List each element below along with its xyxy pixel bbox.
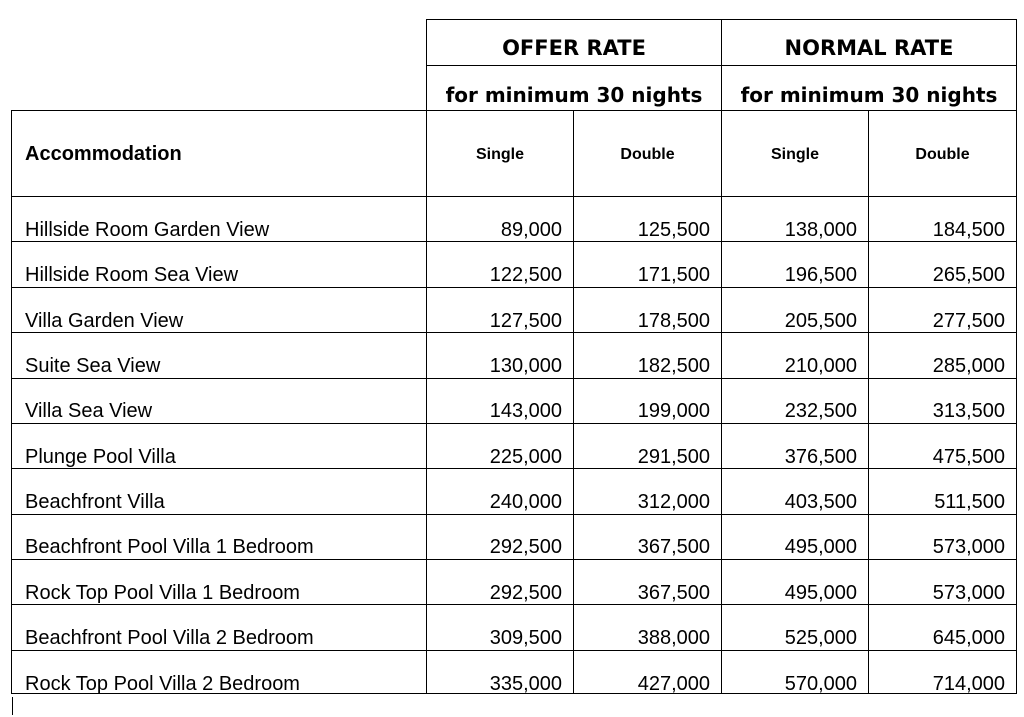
rate-normal-single: 196,500 — [784, 264, 857, 286]
rate-normal-double: 645,000 — [932, 627, 1005, 649]
accommodation-name: Rock Top Pool Villa 1 Bedroom — [25, 582, 300, 604]
rate-offer-single: 89,000 — [500, 219, 562, 241]
rate-normal-double: 265,500 — [932, 264, 1005, 286]
rate-normal-double: 277,500 — [932, 310, 1005, 332]
rate-offer-single: 127,500 — [489, 310, 562, 332]
rate-offer-double: 125,500 — [637, 219, 710, 241]
rate-normal-double: 313,500 — [932, 400, 1005, 422]
accommodation-name: Plunge Pool Villa — [25, 446, 176, 468]
grid-line-right — [1016, 19, 1017, 694]
rate-normal-single: 376,500 — [784, 446, 857, 468]
rate-offer-single: 292,500 — [489, 582, 562, 604]
rate-normal-double: 714,000 — [932, 673, 1005, 695]
accommodation-name: Villa Garden View — [25, 310, 184, 332]
offer-rate-title: OFFER RATE — [502, 36, 646, 60]
rate-offer-double: 178,500 — [637, 310, 710, 332]
grid-line-row — [11, 650, 1017, 651]
normal-rate-title: NORMAL RATE — [784, 36, 954, 60]
rate-normal-single: 210,000 — [784, 355, 857, 377]
rate-offer-single: 292,500 — [489, 536, 562, 558]
accommodation-name: Beachfront Pool Villa 1 Bedroom — [25, 536, 314, 558]
rate-normal-double: 184,500 — [932, 219, 1005, 241]
rate-offer-double: 182,500 — [637, 355, 710, 377]
offer-rate-subtitle: for minimum 30 nights — [445, 83, 703, 107]
rate-offer-double: 199,000 — [637, 400, 710, 422]
accommodation-name: Suite Sea View — [25, 355, 161, 377]
normal-rate-subtitle: for minimum 30 nights — [740, 83, 998, 107]
column-header-offer-double: Double — [620, 146, 675, 163]
rate-offer-double: 171,500 — [637, 264, 710, 286]
accommodation-name: Beachfront Villa — [25, 491, 165, 513]
text-cursor — [12, 697, 13, 715]
grid-line-row — [11, 559, 1017, 560]
rate-offer-single: 130,000 — [489, 355, 562, 377]
rate-offer-double: 427,000 — [637, 673, 710, 695]
rate-offer-single: 225,000 — [489, 446, 562, 468]
rate-offer-single: 309,500 — [489, 627, 562, 649]
grid-line-row — [11, 378, 1017, 379]
rate-normal-double: 475,500 — [932, 446, 1005, 468]
rate-offer-double: 291,500 — [637, 446, 710, 468]
column-header-accommodation: Accommodation — [25, 143, 182, 165]
column-header-normal-single: Single — [770, 146, 819, 163]
rate-normal-double: 285,000 — [932, 355, 1005, 377]
rate-normal-single: 232,500 — [784, 400, 857, 422]
rate-offer-single: 240,000 — [489, 491, 562, 513]
accommodation-name: Hillside Room Sea View — [25, 264, 239, 286]
grid-line-colheader-bottom — [11, 196, 1017, 197]
rate-normal-single: 495,000 — [784, 536, 857, 558]
grid-line-table-top — [11, 110, 1017, 111]
rate-offer-single: 335,000 — [489, 673, 562, 695]
rate-offer-double: 388,000 — [637, 627, 710, 649]
rate-normal-single: 495,000 — [784, 582, 857, 604]
accommodation-name: Rock Top Pool Villa 2 Bedroom — [25, 673, 300, 695]
rate-offer-double: 367,500 — [637, 536, 710, 558]
rate-offer-single: 122,500 — [489, 264, 562, 286]
rate-normal-single: 205,500 — [784, 310, 857, 332]
rate-normal-double: 573,000 — [932, 582, 1005, 604]
grid-line-row — [11, 514, 1017, 515]
rate-normal-single: 403,500 — [784, 491, 857, 513]
accommodation-name: Villa Sea View — [25, 400, 153, 422]
rate-offer-double: 367,500 — [637, 582, 710, 604]
grid-line-left — [11, 110, 12, 694]
rate-normal-single: 138,000 — [784, 219, 857, 241]
accommodation-name: Beachfront Pool Villa 2 Bedroom — [25, 627, 314, 649]
accommodation-name: Hillside Room Garden View — [25, 219, 270, 241]
rate-offer-double: 312,000 — [637, 491, 710, 513]
column-header-offer-single: Single — [475, 146, 524, 163]
grid-line-row — [11, 287, 1017, 288]
rate-normal-double: 573,000 — [932, 536, 1005, 558]
rate-offer-single: 143,000 — [489, 400, 562, 422]
rate-normal-single: 525,000 — [784, 627, 857, 649]
column-header-normal-double: Double — [915, 146, 970, 163]
rate-normal-double: 511,500 — [934, 491, 1005, 513]
rate-normal-single: 570,000 — [784, 673, 857, 695]
grid-line-row — [11, 423, 1017, 424]
